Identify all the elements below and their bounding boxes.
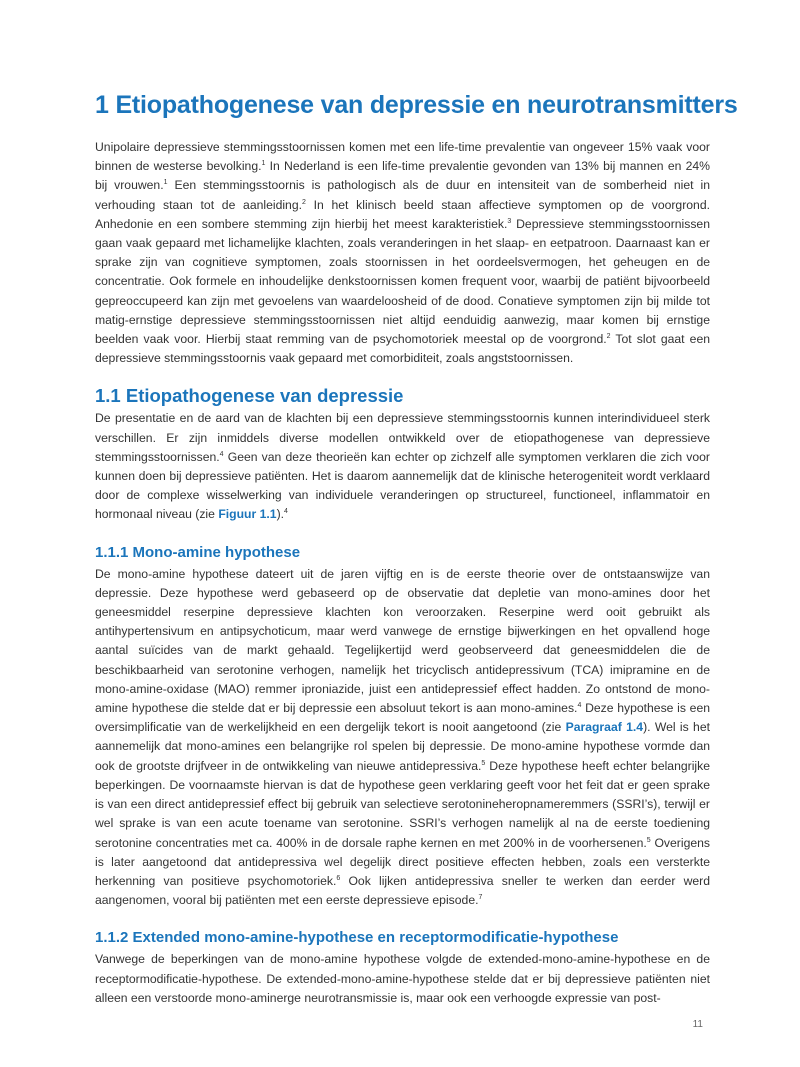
section-heading-1-1: 1.1 Etiopathogenese van depressie (95, 385, 404, 407)
chapter-title: 1 Etiopathogenese van depressie en neurotransmitters (95, 91, 738, 119)
section-1-1-1-paragraph: De mono-amine hypothese dateert uit de jaren vijftig en is de eerste theorie over de ontstaanswijze van depressie. Deze hypothese werd gebaseerd op de observatie dat depletie van mono-amines door het geneesmiddel reserpine depressieve klachten kon veroorzaken. Reserpine werd ooit gebruikt als antihypertensivum en antipsychoticum, maar werd vanwege de ernstige bijwerkingen en het opvallend hoge aantal suïcides van de markt gehaald. Tegelijkertijd werd geobserveerd dat geneesmiddelen die de beschikbaarheid van serotonine verhogen, namelijk het tricyclisch antidepressivum (TCA) imipramine en de mono-amine-oxidase (MAO) remmer iproniazide, juist een antidepressief effect hadden. Zo ontstond de mono-amine hypothese die stelde dat er bij depressie een absoluut tekort is aan mono-amines.$^4$ Deze hypothese is een oversimplificatie van de werkelijkheid en een dergelijk tekort is nooit aangetoond (zie Paragraaf 1.4). Wel is het aannemelijk dat mono-amines een belangrijke rol spelen bij depressie. De mono-amine hypothese vormde dan ook de grootste drijfveer in de ontwikkeling van nieuwe antidepressiva.$^5$ Deze hypothese heeft echter belangrijke beperkingen. De voornaamste hiervan is dat de hypothese geen verklaring geeft voor het feit dat er geen sprake is van een direct antidepressief effect bij gebruik van selectieve serotonineheropnameremmers (SSRI’s), terwijl er wel sprake is van een acute toename van serotonine. SSRI’s verhogen namelijk al na de eerste toediening serotonine concentraties met ca. 400% in de dorsale raphe kernen en met 200% in de voorhersenen.$^5$ Overigens is later aangetoond dat antidepressiva wel degelijk direct positieve effecten hebben, zoals een versterkte herkenning van positieve psychomotoriek.$^6$ Ook lijken antidepressiva sneller te werken dan eerder werd aangenomen, vooral bij patiënten met een eerste depressieve episode.$^7$ (95, 566, 711, 908)
section-1-1-paragraph: De presentatie en de aard van de klachten bij een depressieve stemmingsstoornis kunnen interindividueel sterk verschillen. Er zijn inmiddels diverse modellen ontwikkeld over de etiopathogenese van depressieve stemmingsstoornissen.$^4$ Geen van deze theorieën kan echter op zichzelf alle symptomen verklaren die zich voor kunnen doen bij depressieve patiënten. Het is daarom aannemelijk dat de klinische heterogeniteit wordt verklaard door de complexe wisselwerking van individuele veranderingen op structureel, functioneel, inflammatoir en hormonaal niveau (zie Figuur 1.1).$^4$ (95, 411, 710, 522)
section-heading-1-1-2: 1.1.2 Extended mono-amine-hypothese en receptormodificatie-hypothese (95, 929, 619, 947)
section-heading-1-1-1: 1.1.1 Mono-amine hypothese (95, 543, 301, 561)
section-1-1-2-paragraph: Vanwege de beperkingen van de mono-amine hypothese volgde de extended-mono-amine-hypothese en de receptormodificatie-hypothese. De extended-mono-amine-hypothese stelde dat er bij depressieve patiënten niet alleen een verstoorde mono-aminerge neurotransmissie is, maar ook een verhoogde expressie van post- (95, 952, 710, 1005)
page-content (95, 88, 738, 1008)
page-number: 11 (692, 1019, 703, 1030)
intro-paragraph: Unipolaire depressieve stemmingsstoornissen komen met een life-time prevalentie van ongeveer 15% vaak voor binnen de westerse bevolking.$^1$ In Nederland is een life-time prevalentie gevonden van 13% bij mannen en 24% bij vrouwen.$^1$ Een stemmingsstoornis is pathologisch als de duur en intensiteit van de somberheid niet in verhouding staan tot de aanleiding.$^2$ In het klinisch beeld staan affectieve symptomen op de voorgrond. Anhedonie en een sombere stemming zijn hierbij het meest karakteristiek.$^3$ Depressieve stemmingsstoornissen gaan vaak gepaard met lichamelijke klachten, zoals veranderingen in het slaap- en eetpatroon. Daarnaast kan er sprake zijn van cognitieve symptomen, zoals stoornissen in het oordeelsvermogen, het geheugen en de concentratie. Ook formele en inhoudelijke denkstoornissen komen frequent voor, waarbij de patiënt bijvoorbeeld gepreoccupeerd kan zijn met gevoelens van waardeloosheid of de dood. Conatieve symptomen zijn bij milde tot matig-ernstige depressieve stemmingsstoornissen niet altijd eenduidig aanwezig, maar komen bij ernstige beelden vaak voor. Hierbij staat remming van de psychomotoriek meestal op de voorgrond.$^2$ Tot slot gaat een depressieve stemmingsstoornis vaak gepaard met comorbiditeit, zoals angststoornissen. (95, 140, 710, 366)
paragraph-link[interactable]: Paragraaf 1.4 (565, 720, 644, 735)
figure-link[interactable]: Figuur 1.1 (218, 507, 277, 522)
